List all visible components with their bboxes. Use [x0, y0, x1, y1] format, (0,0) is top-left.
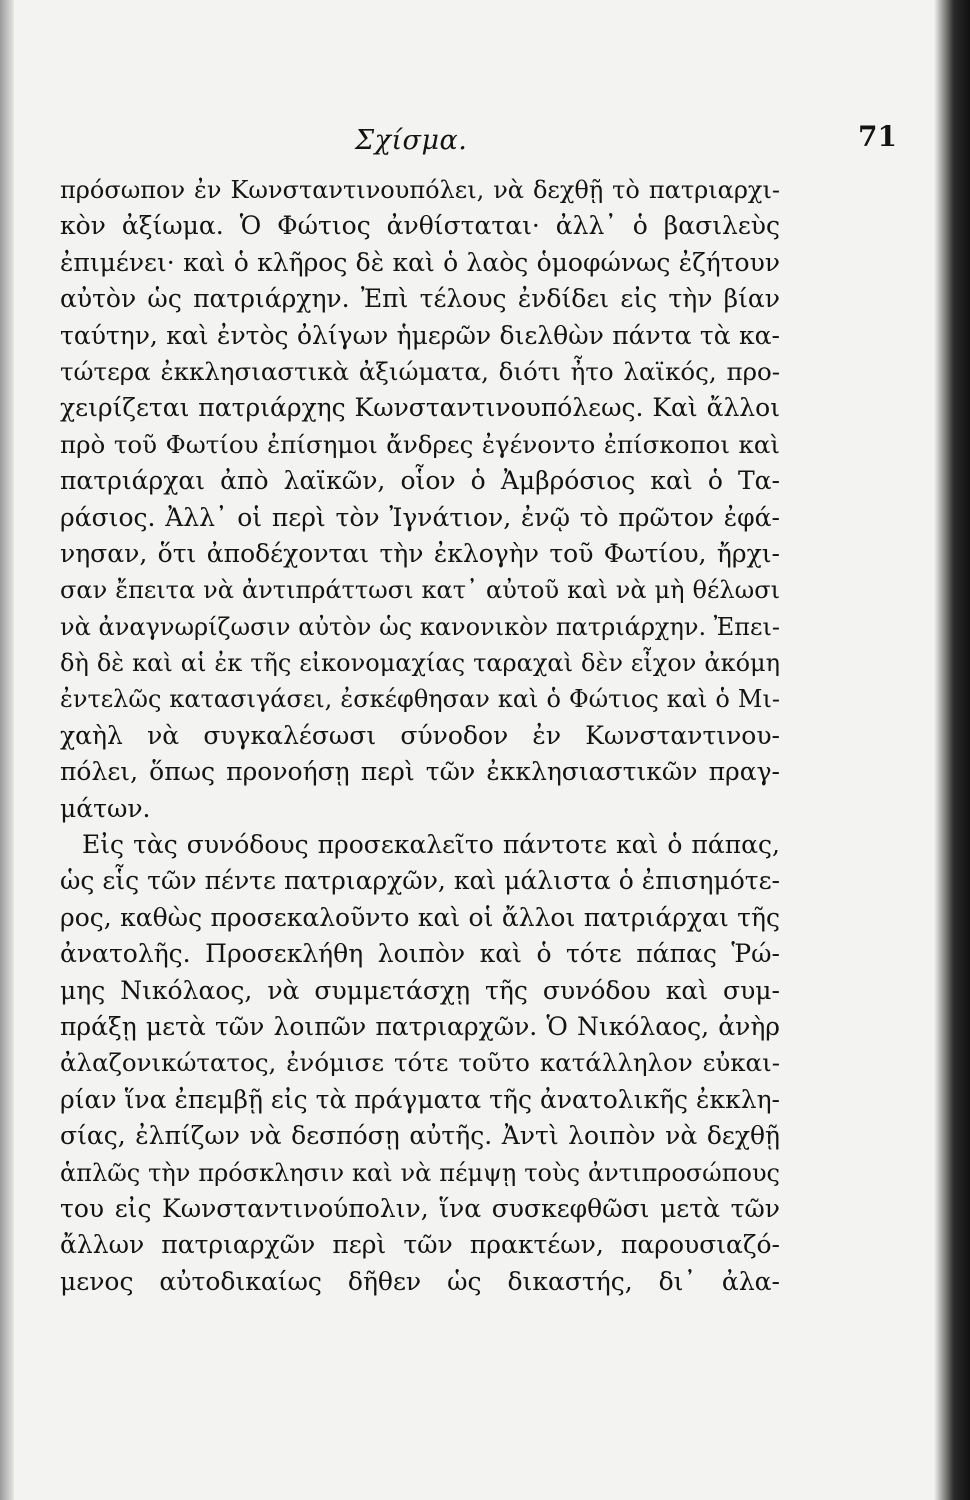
text-line: ἄλλων πατριαρχῶν περὶ τῶν πρακτέων, παρουσιαζό-	[60, 1230, 780, 1260]
text-line: νησαν, ὅτι ἀποδέχονται τὴν ἐκλογὴν τοῦ Φωτίου, ἤρχι-	[60, 538, 780, 568]
text-line: ἀνατολῆς. Προσεκλήθη λοιπὸν καὶ ὁ τότε πάπας Ῥώ-	[60, 939, 780, 969]
text-line: ὡς εἷς τῶν πέντε πατριαρχῶν, καὶ μάλιστα ὁ ἐπισημότε-	[60, 866, 780, 896]
binding-gutter-shadow	[934, 0, 970, 1500]
text-line: αὐτὸν ὡς πατριάρχην. Ἐπὶ τέλους ἐνδίδει εἰς τὴν βίαν	[60, 284, 780, 314]
text-line: ρίαν ἵνα ἐπεμβῇ εἰς τὰ πράγματα τῆς ἀνατολικῆς ἐκκλη-	[60, 1084, 780, 1114]
text-line: ἀλαζονικώτατος, ἐνόμισε τότε τοῦτο κατάλληλον εὐκαι-	[60, 1048, 780, 1078]
page-number: 71	[858, 120, 897, 153]
text-line: ρος, καθὼς προσεκαλοῦντο καὶ οἱ ἄλλοι πατριάρχαι τῆς	[60, 902, 780, 932]
text-line: ἁπλῶς τὴν πρόσκλησιν καὶ νὰ πέμψῃ τοὺς ἀντιπροσώπους	[60, 1158, 780, 1187]
text-line: πρὸ τοῦ Φωτίου ἐπίσημοι ἄνδρες ἐγένοντο ἐπίσκοποι καὶ	[60, 429, 780, 459]
text-line: δὴ δὲ καὶ αἱ ἐκ τῆς εἰκονομαχίας ταραχαὶ δὲν εἶχον ἀκόμη	[60, 649, 780, 678]
running-title: Σχίσμα.	[355, 125, 468, 156]
text-line: μενος αὐτοδικαίως δῆθεν ὡς δικαστής, δι᾽ ἀλα-	[60, 1266, 780, 1296]
text-line: ἐντελῶς κατασιγάσει, ἐσκέφθησαν καὶ ὁ Φώτιος καὶ ὁ Μι-	[60, 685, 780, 714]
text-line: χειρίζεται πατριάρχης Κωνσταντινουπόλεως. Καὶ ἄλλοι	[60, 393, 780, 423]
text-line: του εἰς Κωνσταντινούπολιν, ἵνα συσκεφθῶσι μετὰ τῶν	[60, 1193, 780, 1223]
text-line: ταύτην, καὶ ἐντὸς ὀλίγων ἡμερῶν διελθὼν πάντα τὰ κα-	[60, 320, 780, 350]
text-line: σαν ἔπειτα νὰ ἀντιπράττωσι κατ᾽ αὐτοῦ καὶ νὰ μὴ θέλωσι	[60, 576, 780, 605]
text-line: χαὴλ νὰ συγκαλέσωσι σύνοδον ἐν Κωνσταντινου-	[60, 720, 780, 750]
text-line: πατριάρχαι ἀπὸ λαϊκῶν, οἷον ὁ Ἀμβρόσιος καὶ ὁ Τα-	[60, 466, 780, 496]
text-line: πόλει, ὅπως προνοήσῃ περὶ τῶν ἐκκλησιαστικῶν πραγ-	[60, 757, 780, 787]
page-edge-shadow	[0, 0, 14, 1500]
text-line: Εἰς τὰς συνόδους προσεκαλεῖτο πάντοτε καὶ ὁ πάπας,	[82, 830, 780, 860]
text-line: ἐπιμένει· καὶ ὁ κλῆρος δὲ καὶ ὁ λαὸς ὁμοφώνως ἐζήτουν	[60, 247, 780, 277]
body-text	[60, 172, 780, 1300]
text-line: ράσιος. Ἀλλ᾽ οἱ περὶ τὸν Ἰγνάτιον, ἐνῷ τὸ πρῶτον ἐφά-	[60, 502, 780, 532]
text-line: κὸν ἀξίωμα. Ὁ Φώτιος ἀνθίσταται· ἀλλ᾽ ὁ βασιλεὺς	[60, 211, 780, 241]
text-line: μης Νικόλαος, νὰ συμμετάσχῃ τῆς συνόδου καὶ συμ-	[60, 975, 780, 1005]
text-line: πρόσωπον ἐν Κωνσταντινουπόλει, νὰ δεχθῇ τὸ πατριαρχι-	[60, 176, 780, 204]
text-line: τώτερα ἐκκλησιαστικὰ ἀξιώματα, διότι ἦτο λαϊκός, προ-	[60, 356, 780, 386]
text-line: σίας, ἐλπίζων νὰ δεσπόσῃ αὐτῆς. Ἀντὶ λοιπὸν νὰ δεχθῇ	[60, 1121, 780, 1151]
text-line: μάτων.	[60, 793, 151, 823]
text-line: πράξῃ μετὰ τῶν λοιπῶν πατριαρχῶν. Ὁ Νικόλαος, ἀνὴρ	[60, 1011, 780, 1041]
text-line: νὰ ἀναγνωρίζωσιν αὐτὸν ὡς κανονικὸν πατριάρχην. Ἐπει-	[60, 612, 780, 641]
